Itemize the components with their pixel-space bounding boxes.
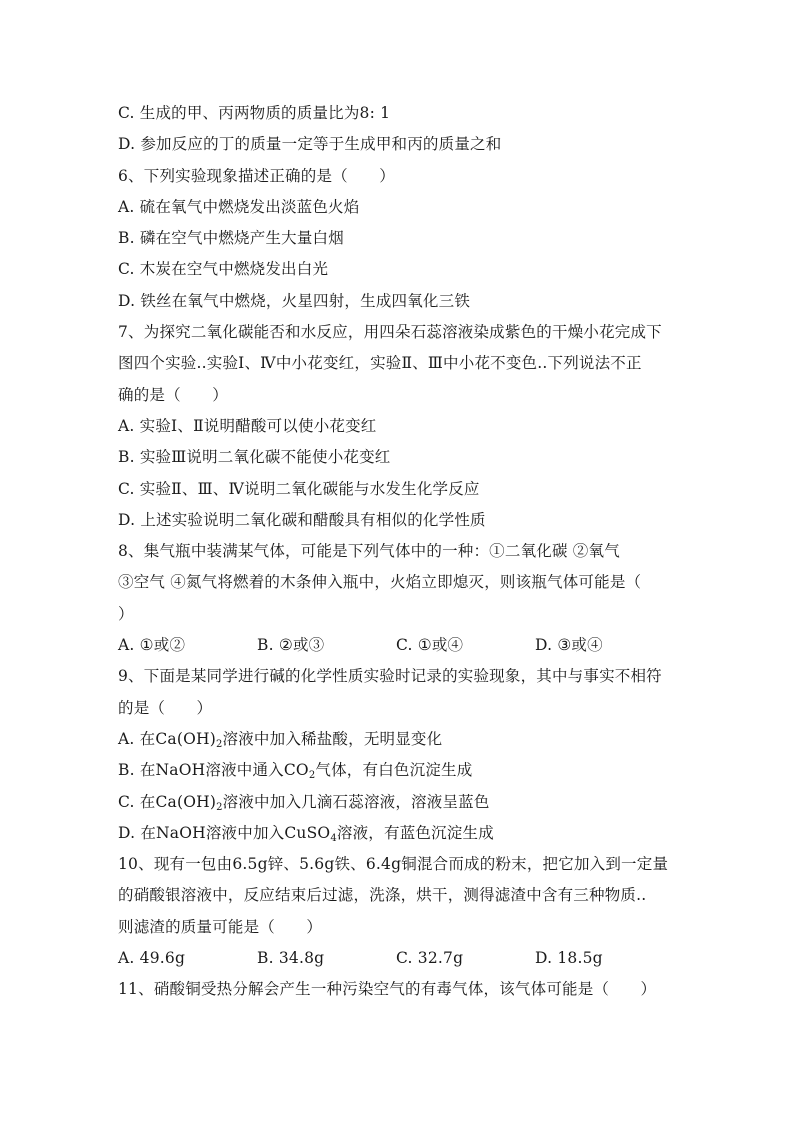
q8-option-d: D. ③或④ — [535, 636, 603, 655]
q8-options — [118, 630, 678, 661]
q8-stem-line-1: 8、集气瓶中装满某气体，可能是下列气体中的一种：①二氧化碳 ②氧气 — [118, 542, 620, 561]
q9-option-b: B. 在NaOH溶液中通入$CO_2$气体，有白色沉淀生成 — [118, 761, 473, 782]
q7-option-a: A. 实验Ⅰ、Ⅱ说明醋酸可以使小花变红 — [118, 416, 377, 435]
q10-stem-line-3: 则滤渣的质量可能是（ ） — [118, 917, 323, 936]
q5-option-c: C. 生成的甲、丙两物质的质量比为8: 1 — [118, 104, 391, 122]
q8-option-b: B. ②或③ — [257, 636, 325, 655]
q9-option-c: C. 在$Ca(OH)_2$溶液中加入几滴石蕊溶液，溶液呈蓝色 — [118, 792, 490, 813]
q9-option-d: D. 在NaOH溶液中加入CuSO$_4$溶液，有蓝色沉淀生成 — [118, 823, 494, 844]
q10-stem-line-2: 的硝酸银溶液中，反应结束后过滤，洗涤，烘干，测得滤渣中含有三种物质.. — [118, 886, 647, 905]
q7-stem-line-2: 图四个实验..实验Ⅰ、Ⅳ中小花变红，实验Ⅱ、Ⅲ中小花不变色..下列说法不正 — [118, 354, 642, 373]
q8-option-a: A. ①或② — [118, 636, 186, 655]
q6-option-b: B. 磷在空气中燃烧产生大量白烟 — [118, 229, 344, 248]
q7-option-b: B. 实验Ⅲ说明二氧化碳不能使小花变红 — [118, 448, 391, 467]
q9-stem-line-2: 的是（ ） — [118, 698, 213, 717]
q10-option-c: C. 32.7g — [396, 949, 464, 968]
q6-option-c: C. 木炭在空气中燃烧发出白光 — [118, 260, 329, 279]
document-page — [118, 98, 678, 1006]
q11-stem: 11、硝酸铜受热分解会产生一种污染空气的有毒气体，该气体可能是（ ） — [118, 980, 657, 999]
q6-stem: 6、下列实验现象描述正确的是（ ） — [118, 166, 395, 185]
q6-option-a: A. 硫在氧气中燃烧发出淡蓝色火焰 — [118, 197, 360, 216]
q7-option-d: D. 上述实验说明二氧化碳和醋酸具有相似的化学性质 — [118, 510, 486, 529]
q10-stem-line-1: 10、现有一包由6.5g锌、5.6g铁、6.4g铜混合而成的粉末，把它加入到一定量 — [118, 855, 669, 874]
q7-option-c: C. 实验Ⅱ、Ⅲ、Ⅳ说明二氧化碳能与水发生化学反应 — [118, 479, 480, 498]
q8-stem-line-3: ） — [118, 604, 134, 623]
q10-option-b: B. 34.8g — [257, 949, 325, 968]
q10-option-a: A. 49.6g — [118, 949, 186, 968]
q8-option-c: C. ①或④ — [396, 636, 464, 655]
q7-stem-line-1: 7、为探究二氧化碳能否和水反应，用四朵石蕊溶液染成紫色的干燥小花完成下 — [118, 323, 662, 342]
q10-options — [118, 943, 678, 974]
q10-option-d: D. 18.5g — [535, 949, 603, 968]
q9-option-a: A. 在$Ca(OH)_2$溶液中加入稀盐酸，无明显变化 — [118, 729, 443, 750]
q9-stem-line-1: 9、下面是某同学进行碱的化学性质实验时记录的实验现象，其中与事实不相符 — [118, 667, 662, 686]
q8-stem-line-2: ③空气 ④氮气将燃着的木条伸入瓶中，火焰立即熄灭，则该瓶气体可能是（ — [118, 573, 642, 592]
q7-stem-line-3: 确的是（ ） — [118, 385, 228, 404]
q5-option-d: D. 参加反应的丁的质量一定等于生成甲和丙的质量之和 — [118, 135, 502, 154]
q6-option-d: D. 铁丝在氧气中燃烧，火星四射，生成四氧化三铁 — [118, 291, 471, 310]
